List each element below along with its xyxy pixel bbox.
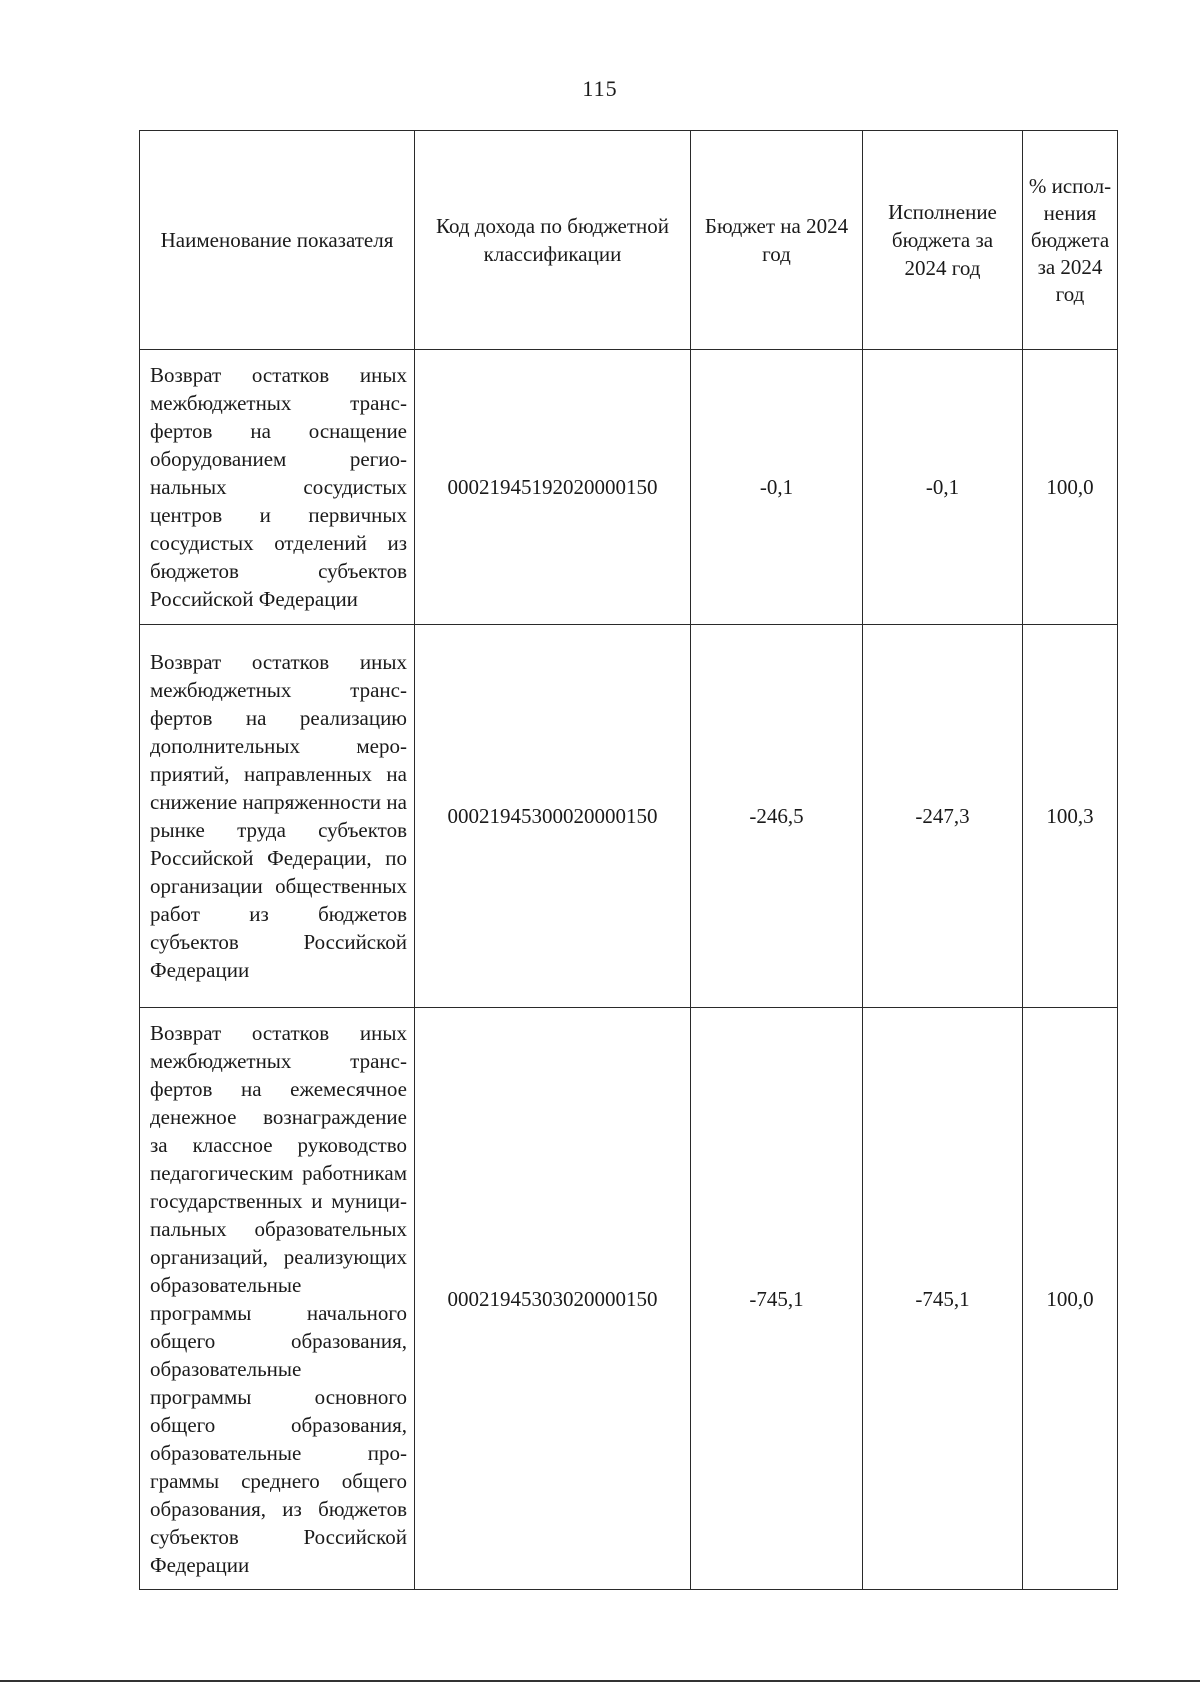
- indicator-name-cell: Возврат остатков иных межбюджетных трансфертов на реализацию дополнительных мероприятий, направленных на снижение напряженности на рынке труда субъектов Российской Федерации, по организации общественных работ из бюджетов субъектов Российской Федерации: [140, 625, 415, 1008]
- indicator-name-cell: Возврат остатков иных межбюджетных трансфертов на ежемесячное денежное вознаграждение за классное руководство педагогическим работникам государственных и муниципальных образовательных организаций, реализующих образовательные программы начального общего образования, образовательные программы основного общего образования, образовательные программы среднего общего образования, из бюджетов субъектов Российской Федерации: [140, 1008, 415, 1590]
- percent-cell: 100,3: [1023, 625, 1118, 1008]
- table-row: [140, 350, 1118, 625]
- table-row: [140, 1008, 1118, 1590]
- table-row: [140, 625, 1118, 1008]
- execution-cell: -0,1: [863, 350, 1023, 625]
- indicator-name-cell: Возврат остатков иных межбюджетных трансфертов на оснащение оборудованием региональных сосудистых центров и первичных сосудистых отделений из бюджетов субъектов Российской Федерации: [140, 350, 415, 625]
- percent-cell: 100,0: [1023, 1008, 1118, 1590]
- budget-cell: -246,5: [691, 625, 863, 1008]
- header-execution-2024: Исполнение бюджета за 2024 год: [863, 131, 1023, 350]
- page-bottom-rule: [0, 1680, 1200, 1682]
- percent-cell: 100,0: [1023, 350, 1118, 625]
- budget-cell: -745,1: [691, 1008, 863, 1590]
- header-income-code: Код дохода по бюджетной классификации: [415, 131, 691, 350]
- execution-cell: -745,1: [863, 1008, 1023, 1590]
- execution-cell: -247,3: [863, 625, 1023, 1008]
- header-budget-2024: Бюджет на 2024 год: [691, 131, 863, 350]
- page-number: 115: [582, 76, 618, 101]
- income-code-cell: 00021945300020000150: [415, 625, 691, 1008]
- income-code-cell: 00021945192020000150: [415, 350, 691, 625]
- header-execution-percent: % исполнения бюджета за 2024 год: [1023, 131, 1118, 350]
- income-code-cell: 00021945303020000150: [415, 1008, 691, 1590]
- budget-execution-table: [139, 130, 1118, 1590]
- table-header-row: [140, 131, 1118, 350]
- header-indicator-name: Наименование показателя: [140, 131, 415, 350]
- budget-cell: -0,1: [691, 350, 863, 625]
